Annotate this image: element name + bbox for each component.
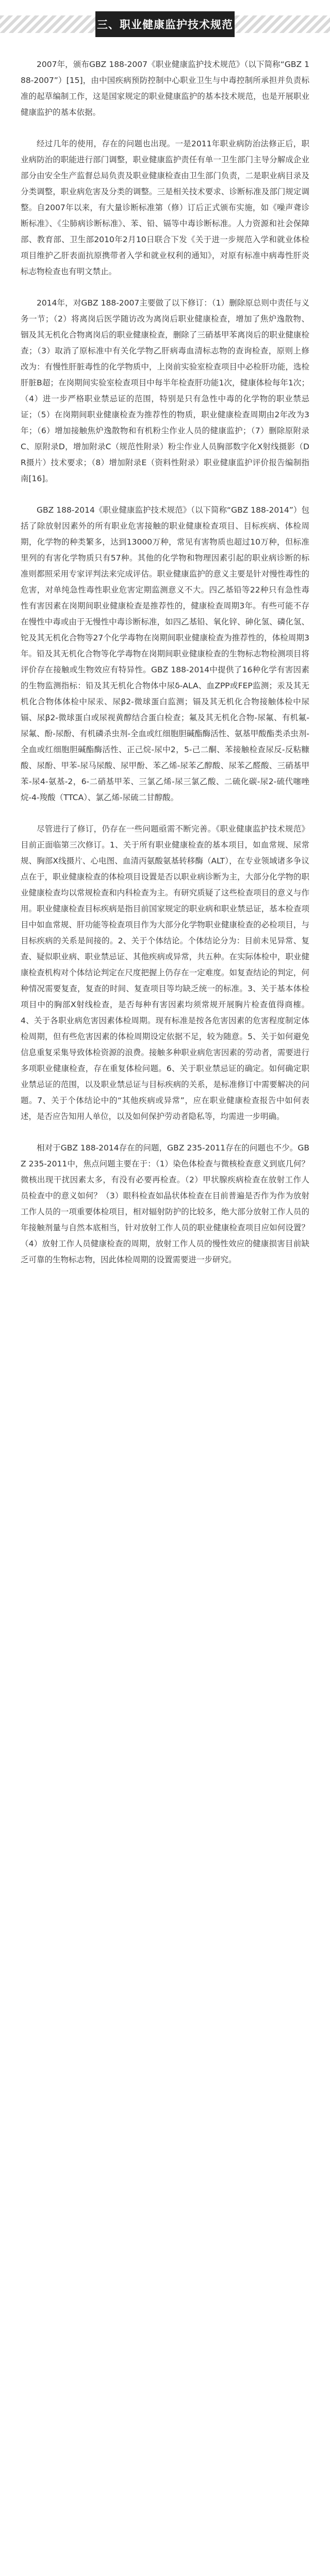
- paragraph: 2014年，对GBZ 188-2007主要做了以下修订：（1）删除原总则中责任与义务一节；（2）将离岗后医学随访改为离岗后职业健康检查，增加了焦炉逸散物、铟及其无机化合物离岗后的职业健康检查，删除了三硝基甲苯离岗后的职业健康检查；（3）取消了原标准中有关化学物乙肝病毒血清标志物的查询检查，原则上修改为：有慢性肝脏毒性的化学物质中，上岗前实验室检查项目中必检肝功能，选检肝脏B超；在岗期间实验室检查项目中每半年检查肝功能1次，健康体检每年1次；（4）进一步严格职业禁忌证的范围，特别是只有急性中毒的化学物的职业禁忌证；（5）在岗期间职业健康检查为推荐性的物质，职业健康检查周期由2年改为3年；（6）增加接触焦炉逸散物和有机粉尘作业人员的健康监护；（7）删除原附录C、原附录D，增加附录C（规范性附录）粉尘作业人员胸部数字化X射线摄影（DR摄片）技术要求；（8）增加附录E（资料性附录）职业健康监护评价报告编制指南[16]。: [21, 298, 309, 483]
- paragraph: 2007年，颁布GBZ 188-2007《职业健康监护技术规范》（以下简称“GBZ 188-2007”）[15]，由中国疾病预防控制中心职业卫生与中毒控制所承担并负责标准的起草编制工作，这是国家规定的职业健康监护的基本技术规范，也是开展职业健康监护的基本依据。: [21, 60, 309, 117]
- article-body: [0, 47, 330, 1268]
- decorative-stripe-left: [0, 15, 103, 33]
- decorative-stripe-right: [227, 15, 330, 33]
- paragraph: 经过几年的使用，存在的问题也出现。一是2011年职业病防治法修正后，职业病防治的职能进行部门调整，职业健康监护责任有单一卫生部门主导分解成企业部分由安全生产监督总局负责及职业健康检查由卫生部门负责，二是职业病目录及分类调整，职业病危害及分类的调整。三是相关技术要求、诊断标准及部门规定调整。自2007年以来，有大量诊断标准第（修）订后正式颁布实施，如《噪声聋诊断标准》、《尘肺病诊断标准》、苯、铅、镉等中毒诊断标准。人力资源和社会保障部、教育部、卫生部2010年2月10日联合下发《关于进一步规范入学和就业体检项目维护乙肝表面抗原携带者入学和就业权利的通知》，对原有标准中病毒性肝炎标志物检查也有明文禁止。: [21, 139, 309, 276]
- paragraph: GBZ 188-2014《职业健康监护技术规范》（以下简称“GBZ 188-2014”）包括了除放射因素外的所有职业危害接触的职业健康检查项目、目标疾病、体检周期，化学物的种类繁多，达到13000万种，常见有害物质也超过10万种，但标准里列的有害化学物质只有57种。其他的化学物和物理因素引起的职业病诊断的标准则都照采用专家评判法来完成评估。职业健康监护的意义主要是针对慢性毒性的危害，对单纯急性毒性职业危害定期监测意义不大。四乙基铅等22种只有急性毒性有害因素在岗期间职业健康检查是推荐性的，健康检查周期3年。有些可能不存在慢性中毒或由于无慢性中毒诊断标准，如四乙基铅、氧化锌、砷化氢、磷化氢、铊及其无机化合物等27个化学毒物在岗期间职业健康检查为推荐性的，体检周期3年。铅及其无机化合物等化学毒物在岗期间职业健康检查的生物标志物检测项目将评价存在接触或生物效应有特异性。GBZ 188-2014中提供了16种化学有害因素的生物监测指标：铅及其无机化合物体中尿δ-ALA、血ZPP或FEP监测；汞及其无机化合物体体检中尿汞、尿β2-微球蛋白监测；镉及其无机化合物接触体检中尿镉、尿β2-微球蛋白或尿视黄醇结合蛋白检查；氟及其无机化合物-尿氟、有机氟-尿氟、酚-尿酚、有机磷杀虫剂-全血或红细胞胆碱酯酶活性、氨基甲酸酯类杀虫剂-全血或红细胞胆碱酯酶活性、正己烷-尿中2，5-己二酮、苯接触检查尿反-反粘糠酸、尿酚、甲苯-尿马尿酸、尿甲酚、苯乙烯-尿苯乙醇酸、尿苯乙醛酸、三硝基甲苯-尿4-氨基-2，6-二硝基甲苯、三氯乙烯-尿三氯乙酸、二硫化碳-尿2-硫代噻唑烷-4-羧酸（TTCA）、氯乙烯-尿硫二甘醇酸。: [21, 505, 309, 802]
- paragraph: 相对于GBZ 188-2014存在的问题，GBZ 235-2011存在的问题也不少。GBZ 235-2011中，焦点问题主要在于：（1）染色体检查与微核检查意义到底几何？微核出现干扰因素太多，有没有必要再检查。（2）甲状腺疾病检查在放射工作人员检查中的意义如何？（3）眼科检查如晶状体检查在目前普遍是否作为作为放射工作人员的一项重要体检项目，相对辐射防护的比较多，绝大部分放射工作人员的年接触剂量与自然本底相当，针对放射工作人员的职业健康检查项目应如何设置？（4）放射工作人员健康检查的周期，放射工作人员的慢性效应的健康损害目前缺乏可靠的生物标志物，因此体检周期的设置需要进一步研究。: [21, 1143, 309, 1264]
- section-header: [0, 0, 330, 47]
- section-title: 三、职业健康监护技术规范: [95, 11, 235, 37]
- paragraph: 尽管进行了修订，仍存在一些问题亟需不断完善。《职业健康监护技术规范》目前正面临第三次修订。1、关于所有职业健康检查的基本项目，如血常规、尿常规、胸部X线摄片、心电图、血清丙氨酸氨基转移酶（ALT），在专业领域诸多争议点在于，职业健康检查的体检项目设置是否以职业病诊断为主，大部分化学物的职业健康检查均以常规检查和内科检查为主。有研究质疑了这些检查项目的意义与作用。职业健康检查目标疾病是指目前国家规定的职业病和职业禁忌证，基本检查项目中如血常规、肝功能等检查项目作为大部分化学物职业健康检查的必检项目，与目标疾病的关系是间接的。2、关于个体结论。个体结论分为：目前未见异常、复查、疑似职业病、职业禁忌证、其他疾病或异常，共五种。在实际体检中，职业健康检查机构对个体结论判定在尺度把握上仍存在一定难度。如复查结论的判定，何种情况需要复查，复查的时间、复查项目等均缺乏统一的标准。3、关于基本体检项目中的胸部X射线检查，是否每种有害因素均须常规开展胸片检查值得商榷。4、关于各职业病危害因素体检周期。现有标准是按各危害因素的危害程度制定体检周期，但有些危害因素的体检周期设定依据不足，较为随意。5、关于如何避免信息重复采集导致体检资源的浪费。接触多种职业病危害因素的劳动者，需要进行多项职业健康检查，存在重复体检问题。6、关于职业禁忌证的确定。如何确定职业禁忌证的范围，以及职业禁忌证与目标疾病的关系，是标准修订中需要解决的问题。7、关于个体结论中的“其他疾病或异常”，应在职业健康检查报告中如何表述，是否应告知用人单位，以及如何保护劳动者隐私等，均需进一步明确。: [21, 824, 309, 1121]
